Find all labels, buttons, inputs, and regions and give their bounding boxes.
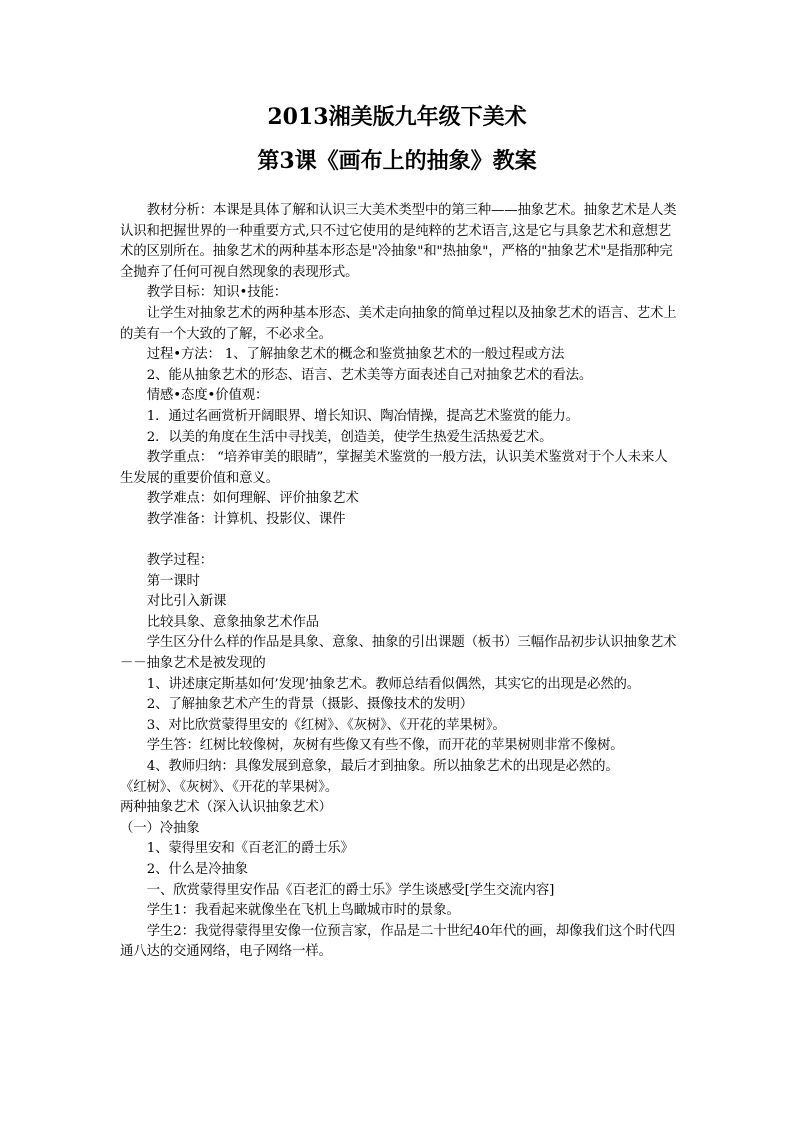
paragraph-material-analysis: 教材分析：本课是具体了解和认识三大美术类型中的第三种——抽象艺术。抽象艺术是人类认识和把握世界的一种重要方式,只不过它使用的是纯粹的艺术语言,这是它与具象艺术和意想艺术的区别所在。抽象艺术的两种基本形态是"冷抽象"和"热抽象"，严格的"抽象艺术"是指那种完全抛弃了任何可视自然现象的表现形式。 (120, 203, 677, 280)
document-subtitle: 第3课《画布上的抽象》教案 (257, 148, 537, 174)
paragraph-emotion-1: 1．通过名画赏析开阔眼界、增长知识、陶冶情操，提高艺术鉴赏的能力。 (146, 408, 579, 424)
paragraph-teaching-goals: 教学目标：知识•技能： (146, 285, 287, 301)
paragraph-student-1: 学生1：我看起来就像坐在飞机上鸟瞰城市时的景象。 (146, 903, 460, 919)
paragraph-step-1: 1、讲述康定斯基如何’发现’抽象艺术。教师总结看似偶然，其实它的出现是必然的。 (146, 676, 641, 692)
paragraph-compare: 比较具象、意象抽象艺术作品 (146, 614, 319, 630)
paragraph-cold-abstraction: （一）冷抽象 (120, 820, 200, 836)
paragraph-works: 《红树》、《灰树》、《开花的苹果树》。 (120, 779, 339, 795)
document-title: 2013湘美版九年级下美术 (267, 104, 527, 130)
paragraph-appreciate: 一、欣赏蒙得里安作品《百老汇的爵士乐》学生谈感受[学生交流内容] (146, 882, 555, 898)
paragraph-preparation: 教学准备：计算机、投影仪、课件 (146, 511, 346, 527)
paragraph-difficulty: 教学难点：如何理解、评价抽象艺术 (146, 491, 359, 507)
paragraph-step-4: 4、教师归纳：具像发展到意象，最后才到抽象。所以抽象艺术的出现是必然的。 (146, 759, 619, 775)
paragraph-step-2: 2、了解抽象艺术产生的背景（摄影、摄像技术的发明） (146, 697, 473, 713)
paragraph-emotion-attitude: 情感•态度•价值观： (146, 388, 269, 404)
paragraph-mondrian: 1、蒙得里安和《百老汇的爵士乐》 (146, 841, 354, 857)
paragraph-emotion-2: 2．以美的角度在生活中寻找美，创造美，使学生热爱生活热爱艺术。 (146, 429, 553, 445)
paragraph-two-types: 两种抽象艺术（深入认识抽象艺术） (120, 800, 332, 816)
paragraph-what-is-cold: 2、什么是冷抽象 (146, 862, 248, 877)
paragraph-student-answer: 学生答：红树比较像树，灰树有些像又有些不像，而开花的苹果树则非常不像树。 (146, 738, 624, 754)
paragraph-distinguish: 学生区分什么样的作品是具象、意象、抽象的引出课题（板书）三幅作品初步认识抽象艺术－－抽象艺术是被发现的 (120, 635, 677, 672)
paragraph-key-point: 教学重点： “培养审美的眼睛”，掌握美术鉴赏的一般方法，认识美术鉴赏对于个人未来人生发展的重要价值和意义。 (120, 450, 668, 486)
paragraph-first-lesson: 第一课时 (146, 573, 200, 589)
paragraph-process-method: 过程•方法： 1、了解抽象艺术的概念和鉴赏抽象艺术的一般过程或方法 (146, 347, 565, 363)
paragraph-intro: 对比引入新课 (146, 594, 227, 610)
paragraph-teaching-process: 教学过程： (146, 553, 213, 569)
document-body (120, 201, 680, 963)
paragraph-step-3: 3、对比欣赏蒙得里安的《红树》、《灰树》、《开花的苹果树》。 (146, 717, 506, 733)
paragraph-process-method-2: 2、能从抽象艺术的形态、语言、艺术美等方面表述自己对抽象艺术的看法。 (146, 367, 593, 383)
blank-line (120, 531, 680, 552)
paragraph-knowledge-goal: 让学生对抽象艺术的两种基本形态、美术走向抽象的简单过程以及抽象艺术的语言、艺术上的美有一个大致的了解，不必求全。 (120, 305, 677, 342)
paragraph-student-2: 学生2：我觉得蒙得里安像一位预言家，作品是二十世纪40年代的画，却像我们这个时代四通八达的交通网络，电子网络一样。 (120, 923, 676, 960)
